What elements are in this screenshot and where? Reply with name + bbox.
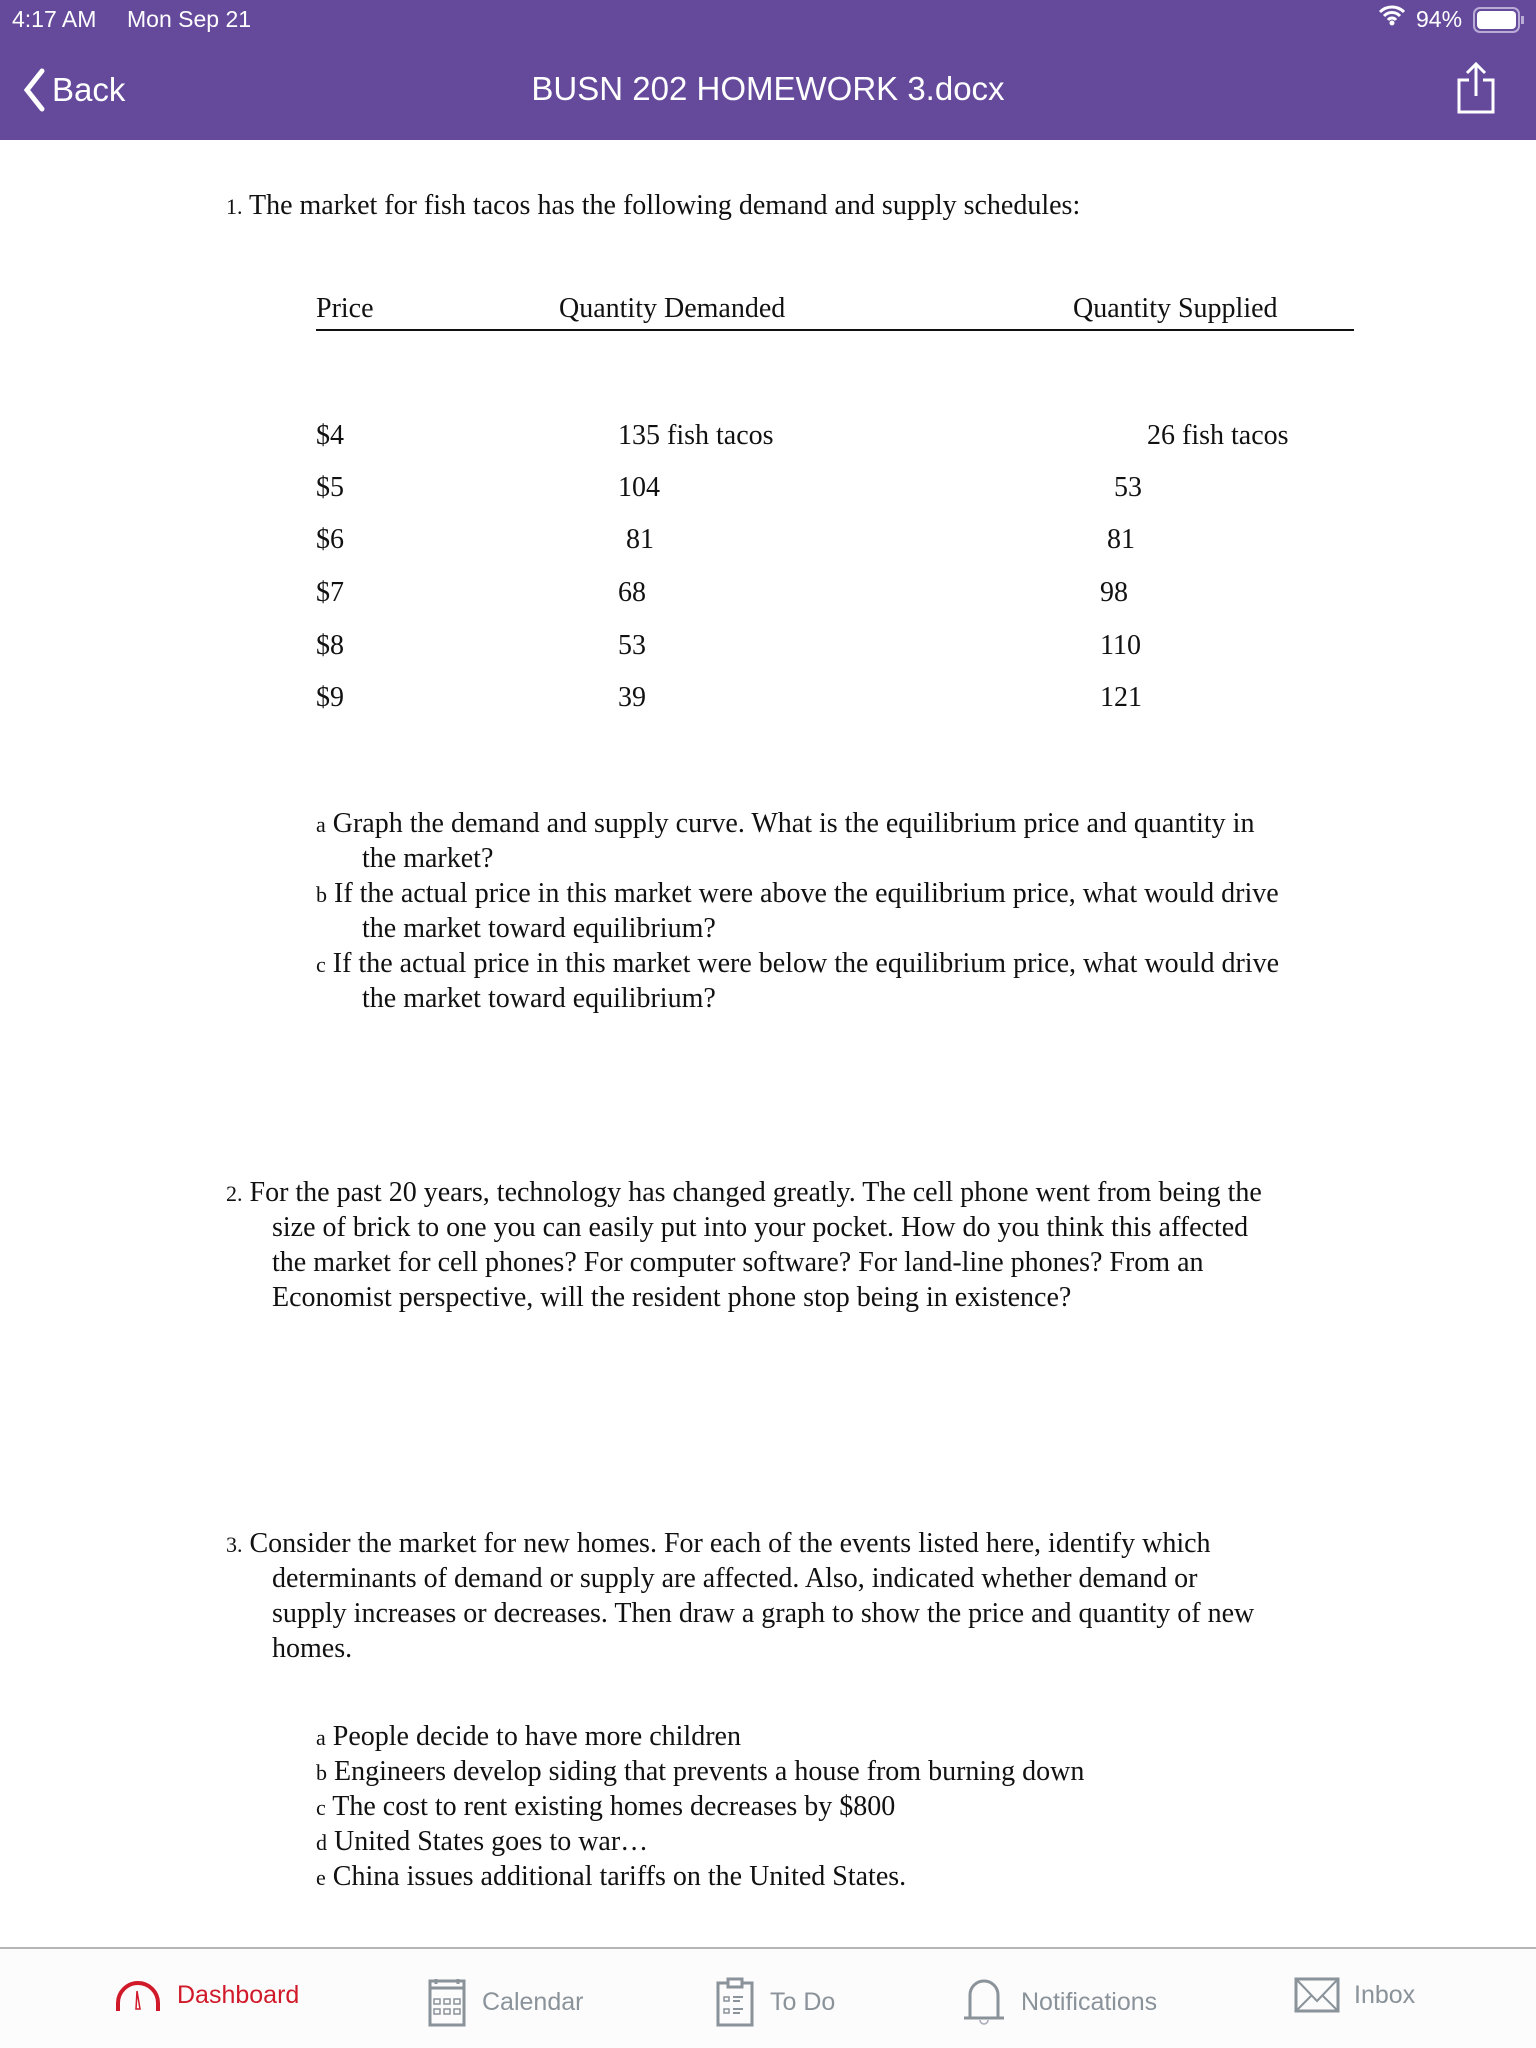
battery-icon (1473, 7, 1525, 39)
q1-part-c: c If the actual price in this market were below the equilibrium price, what would drive (316, 948, 1279, 979)
app-header (0, 0, 1536, 140)
col-header-demanded: Quantity Demanded (559, 293, 786, 324)
paragraph-line: supply increases or decreases. Then draw a graph to show the price and quantity of new (272, 1598, 1255, 1629)
battery-percent: 94% (1416, 6, 1463, 32)
tab-label: Notifications (1021, 1987, 1158, 2016)
q3-part-b: b Engineers develop siding that prevents a house from burning down (316, 1756, 1085, 1787)
document-title: BUSN 202 HOMEWORK 3.docx (531, 70, 1005, 107)
cell-quantity-supplied: 98 (1100, 577, 1128, 608)
paragraph-line: 3. Consider the market for new homes. For each of the events listed here, identify which (226, 1528, 1211, 1559)
tab-notifications[interactable] (961, 1977, 1157, 2027)
bell-icon (961, 1977, 1007, 2027)
cell-quantity-supplied: 121 (1100, 682, 1142, 713)
paragraph-line: 2. For the past 20 years, technology has changed greatly. The cell phone went from being the (226, 1177, 1262, 1208)
paragraph-line: determinants of demand or supply are affected. Also, indicated whether demand or (272, 1563, 1198, 1594)
q1-part-continuation: the market toward equilibrium? (362, 983, 716, 1014)
cell-quantity-demanded: 53 (618, 630, 646, 661)
cell-quantity-demanded: 68 (618, 577, 646, 608)
q3-part-d: d United States goes to war… (316, 1826, 649, 1857)
q3-part-a: a People decide to have more children (316, 1721, 741, 1752)
cell-price: $8 (316, 630, 344, 661)
q1-part-b: b If the actual price in this market were above the equilibrium price, what would drive (316, 878, 1279, 909)
table-rule (316, 329, 1354, 331)
cell-quantity-demanded: 104 (618, 472, 660, 503)
paragraph-line: size of brick to one you can easily put into your pocket. How do you think this affected (272, 1212, 1249, 1243)
calendar-icon (428, 1977, 468, 2027)
inbox-icon (1294, 1977, 1340, 2013)
cell-price: $7 (316, 577, 344, 608)
cell-quantity-supplied: 26 fish tacos (1147, 420, 1289, 451)
paragraph-line: Economist perspective, will the resident phone stop being in existence? (272, 1282, 1072, 1313)
tab-label: Inbox (1354, 1980, 1416, 2009)
cell-price: $4 (316, 420, 344, 451)
tab-calendar[interactable] (428, 1977, 583, 2027)
cell-quantity-supplied: 81 (1107, 524, 1135, 555)
cell-quantity-demanded: 135 fish tacos (618, 420, 774, 451)
cell-quantity-supplied: 53 (1114, 472, 1142, 503)
tab-todo[interactable] (716, 1977, 835, 2027)
paragraph-line: the market for cell phones? For computer software? For land-line phones? From an (272, 1247, 1204, 1278)
cell-quantity-supplied: 110 (1100, 630, 1141, 661)
q1-part-continuation: the market toward equilibrium? (362, 913, 716, 944)
dashboard-icon (113, 1977, 163, 2013)
wifi-icon (1378, 4, 1406, 32)
back-label: Back (52, 71, 126, 108)
cell-price: $9 (316, 682, 344, 713)
status-time: 4:17 AM (12, 6, 97, 32)
status-date: Mon Sep 21 (127, 6, 252, 32)
q1-part-continuation: the market? (362, 843, 494, 874)
tab-dashboard[interactable] (113, 1977, 299, 2013)
document-view (0, 140, 1536, 1947)
cell-price: $5 (316, 472, 344, 503)
cell-price: $6 (316, 524, 344, 555)
share-button[interactable] (1456, 62, 1496, 119)
tab-label: Calendar (482, 1987, 584, 2016)
col-header-price: Price (316, 293, 374, 324)
share-icon (1456, 62, 1496, 114)
paragraph-line: homes. (272, 1633, 353, 1664)
q3-part-e: e China issues additional tariffs on the United States. (316, 1861, 907, 1892)
q3-part-c: c The cost to rent existing homes decreases by $800 (316, 1791, 896, 1822)
question-1: 1. The market for fish tacos has the following demand and supply schedules: (226, 190, 1081, 221)
tab-label: To Do (770, 1987, 836, 2016)
q1-part-a: a Graph the demand and supply curve. What is the equilibrium price and quantity in (316, 808, 1255, 839)
tab-label: Dashboard (177, 1980, 300, 2009)
tab-inbox[interactable] (1294, 1977, 1415, 2013)
col-header-supplied: Quantity Supplied (1073, 293, 1278, 324)
tab-bar (0, 1947, 1536, 2048)
cell-quantity-demanded: 81 (626, 524, 654, 555)
todo-icon (716, 1977, 756, 2027)
cell-quantity-demanded: 39 (618, 682, 646, 713)
